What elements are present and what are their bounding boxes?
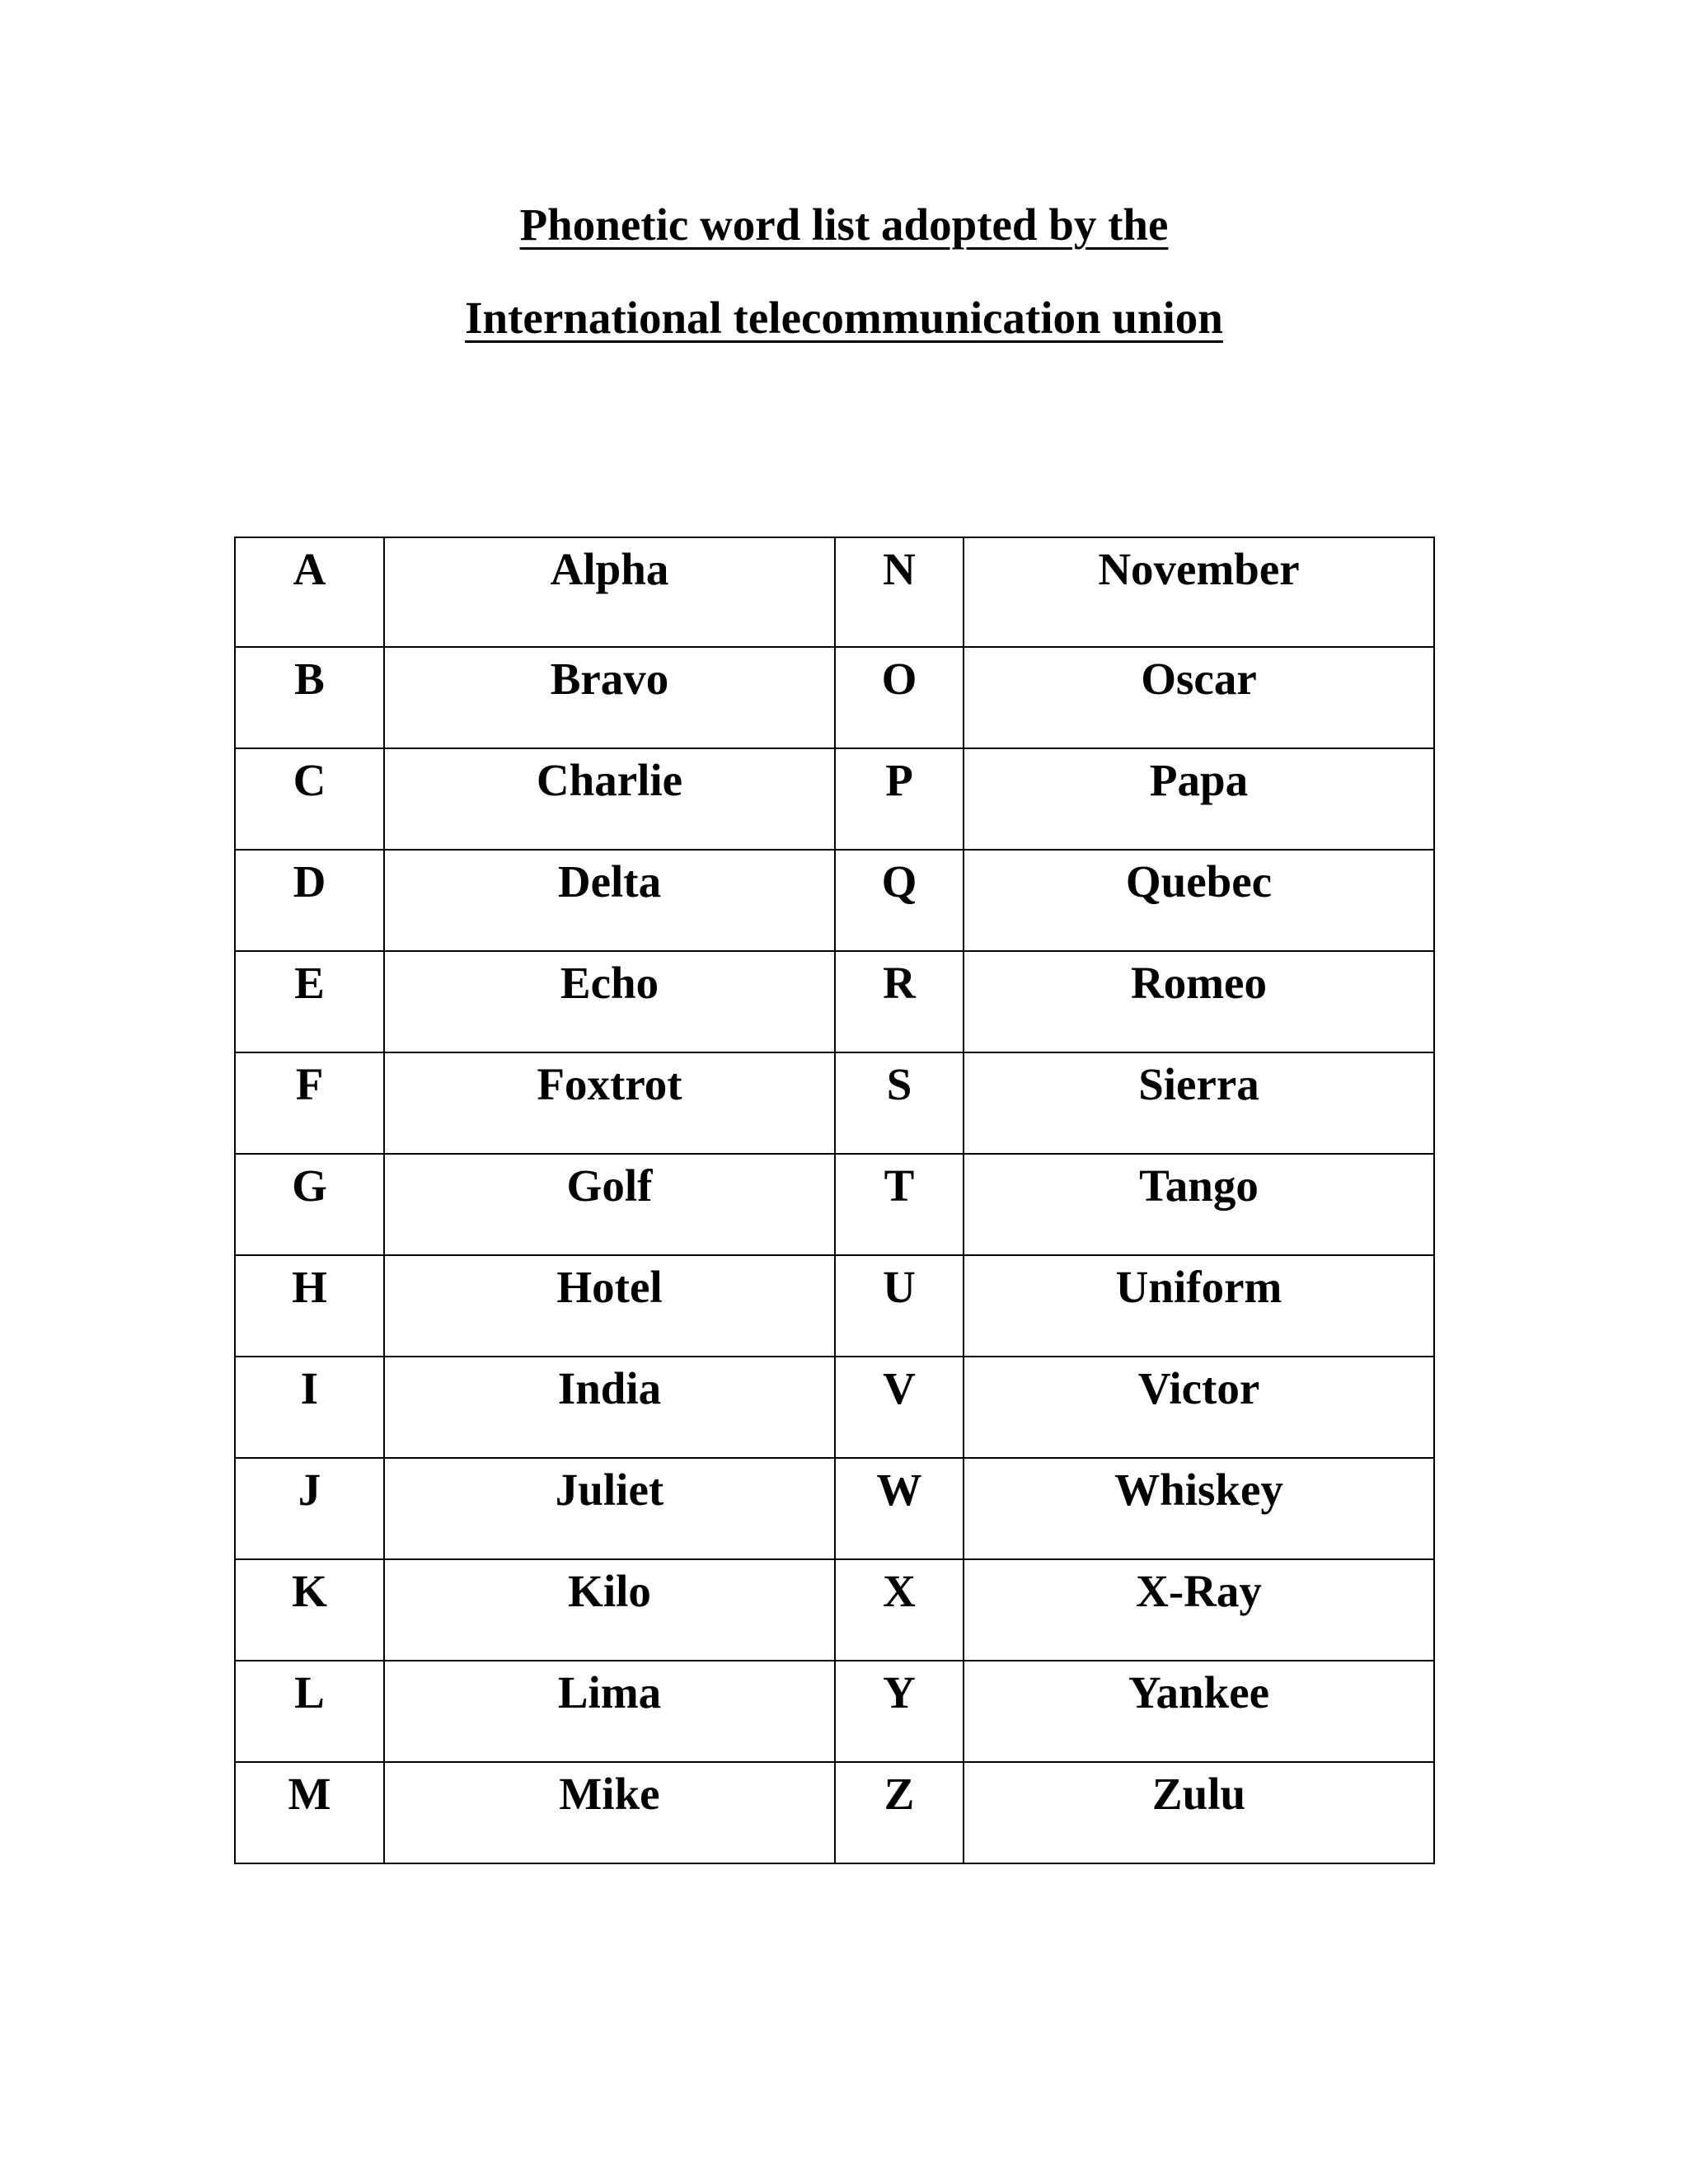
table-row — [235, 1154, 1434, 1255]
letter-cell-text: U — [883, 1262, 916, 1312]
table-row — [235, 647, 1434, 748]
table-row — [235, 1559, 1434, 1661]
letter-cell — [835, 1661, 964, 1762]
code-word-cell-text: Echo — [560, 958, 659, 1008]
letter-cell-text: Q — [881, 856, 917, 907]
letter-cell — [835, 1458, 964, 1559]
code-word-cell — [964, 850, 1434, 951]
code-word-cell-text: Lima — [557, 1667, 662, 1718]
code-word-cell-text: India — [557, 1363, 662, 1413]
letter-cell — [835, 951, 964, 1052]
letter-cell — [235, 1762, 384, 1863]
code-word-cell — [964, 647, 1434, 748]
letter-cell — [235, 1559, 384, 1661]
table-row — [235, 1458, 1434, 1559]
letter-cell-text: O — [881, 654, 917, 704]
letter-cell-text: F — [295, 1059, 324, 1109]
code-word-cell-text: X-Ray — [1136, 1566, 1262, 1616]
code-word-cell — [384, 1559, 835, 1661]
letter-cell-text: V — [883, 1363, 916, 1413]
letter-cell — [235, 951, 384, 1052]
letter-cell-text: Z — [884, 1769, 915, 1819]
code-word-cell — [964, 1762, 1434, 1863]
code-word-cell — [964, 1357, 1434, 1458]
letter-cell-text: K — [292, 1566, 327, 1616]
letter-cell — [235, 1357, 384, 1458]
letter-cell-text: Y — [883, 1667, 916, 1718]
letter-cell-text: P — [885, 755, 913, 805]
code-word-cell-text: Kilo — [568, 1566, 651, 1616]
letter-cell — [235, 748, 384, 850]
code-word-cell — [384, 1052, 835, 1154]
letter-cell-text: D — [293, 856, 326, 907]
letter-cell-text: E — [294, 958, 325, 1008]
code-word-cell — [964, 951, 1434, 1052]
letter-cell — [235, 1255, 384, 1357]
code-word-cell-text: Foxtrot — [537, 1059, 682, 1109]
letter-cell — [835, 647, 964, 748]
code-word-cell — [384, 1357, 835, 1458]
letter-cell-text: W — [876, 1465, 922, 1515]
code-word-cell-text: Romeo — [1131, 958, 1267, 1008]
letter-cell — [835, 748, 964, 850]
letter-cell-text: I — [300, 1363, 319, 1413]
table-row — [235, 1762, 1434, 1863]
letter-cell — [235, 1661, 384, 1762]
letter-cell — [235, 1154, 384, 1255]
letter-cell-text: N — [883, 544, 916, 594]
letter-cell — [235, 1458, 384, 1559]
letter-cell — [835, 537, 964, 647]
code-word-cell-text: Yankee — [1128, 1667, 1270, 1718]
code-word-cell-text: Oscar — [1141, 654, 1257, 704]
letter-cell-text: M — [288, 1769, 331, 1819]
code-word-cell — [964, 1255, 1434, 1357]
letter-cell-text: J — [298, 1465, 321, 1515]
letter-cell — [835, 1154, 964, 1255]
code-word-cell — [964, 1154, 1434, 1255]
code-word-cell — [384, 537, 835, 647]
letter-cell — [835, 1255, 964, 1357]
code-word-cell-text: Juliet — [555, 1465, 664, 1515]
code-word-cell-text: Quebec — [1125, 856, 1273, 907]
table-row — [235, 748, 1434, 850]
code-word-cell — [384, 748, 835, 850]
letter-cell-text: L — [294, 1667, 325, 1718]
table-row — [235, 850, 1434, 951]
code-word-cell-text: Alpha — [550, 544, 669, 594]
table-row — [235, 1255, 1434, 1357]
code-word-cell — [964, 1559, 1434, 1661]
table-row — [235, 951, 1434, 1052]
code-word-cell — [384, 1762, 835, 1863]
code-word-cell — [964, 537, 1434, 647]
code-word-cell-text: Golf — [566, 1160, 653, 1211]
page-title-line-1 — [0, 199, 1688, 250]
letter-cell-text: C — [293, 755, 326, 805]
letter-cell-text: G — [292, 1160, 327, 1211]
code-word-cell — [384, 850, 835, 951]
phonetic-alphabet-table — [234, 537, 1435, 1864]
code-word-cell-text: Whiskey — [1114, 1465, 1283, 1515]
letter-cell — [235, 647, 384, 748]
table-row — [235, 1052, 1434, 1154]
code-word-cell — [384, 647, 835, 748]
code-word-cell — [384, 1458, 835, 1559]
letter-cell — [835, 1559, 964, 1661]
letter-cell-text: S — [886, 1059, 912, 1109]
page-title-line-2 — [0, 293, 1688, 343]
letter-cell-text: A — [293, 544, 326, 594]
letter-cell — [235, 1052, 384, 1154]
letter-cell — [835, 1357, 964, 1458]
code-word-cell — [384, 951, 835, 1052]
letter-cell — [235, 850, 384, 951]
code-word-cell-text: November — [1098, 544, 1300, 594]
code-word-cell — [964, 1052, 1434, 1154]
table-row — [235, 537, 1434, 647]
code-word-cell — [964, 1458, 1434, 1559]
letter-cell — [235, 537, 384, 647]
code-word-cell — [384, 1154, 835, 1255]
code-word-cell-text: Bravo — [550, 654, 669, 704]
letter-cell — [835, 850, 964, 951]
letter-cell-text: X — [883, 1566, 916, 1616]
letter-cell — [835, 1762, 964, 1863]
code-word-cell-text: Tango — [1139, 1160, 1259, 1211]
code-word-cell-text: Mike — [559, 1769, 660, 1819]
code-word-cell-text: Charlie — [536, 755, 683, 805]
letter-cell-text: H — [292, 1262, 327, 1312]
code-word-cell — [384, 1255, 835, 1357]
table-row — [235, 1661, 1434, 1762]
code-word-cell — [964, 1661, 1434, 1762]
code-word-cell — [964, 748, 1434, 850]
code-word-cell — [384, 1661, 835, 1762]
code-word-cell-text: Delta — [557, 856, 662, 907]
title-text-2: International telecommunication union — [465, 293, 1223, 343]
code-word-cell-text: Papa — [1149, 755, 1249, 805]
code-word-cell-text: Victor — [1137, 1363, 1260, 1413]
code-word-cell-text: Hotel — [556, 1262, 663, 1312]
title-text-1: Phonetic word list adopted by the — [519, 199, 1169, 250]
table-row — [235, 1357, 1434, 1458]
table-body — [235, 537, 1434, 1863]
letter-cell-text: B — [294, 654, 325, 704]
letter-cell — [835, 1052, 964, 1154]
code-word-cell-text: Sierra — [1138, 1059, 1259, 1109]
letter-cell-text: T — [884, 1160, 915, 1211]
code-word-cell-text: Uniform — [1115, 1262, 1282, 1312]
letter-cell-text: R — [883, 958, 916, 1008]
code-word-cell-text: Zulu — [1151, 1769, 1246, 1819]
